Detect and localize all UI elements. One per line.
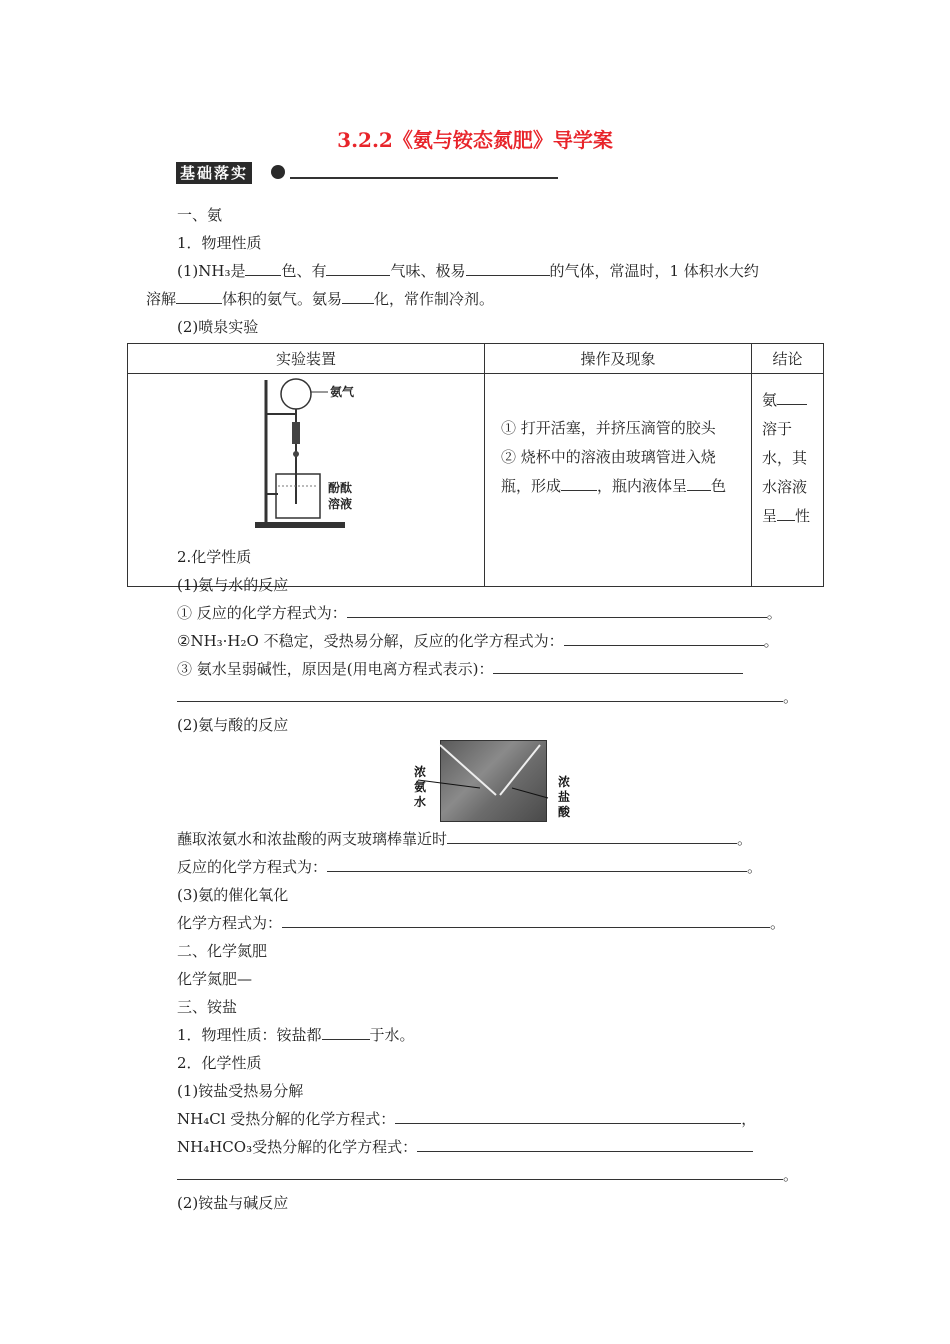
label-conc-hcl-3: 酸 — [558, 805, 571, 819]
blank[interactable] — [777, 506, 795, 521]
blank[interactable] — [322, 1025, 370, 1040]
label-conc-ammonia-1: 浓 — [414, 765, 427, 779]
blank[interactable] — [466, 261, 550, 276]
label-conc-ammonia-3: 水 — [414, 795, 427, 809]
blank[interactable] — [417, 1137, 753, 1152]
react-acid-heading: (2)氨与酸的反应 — [177, 716, 289, 734]
blank[interactable] — [447, 829, 737, 844]
badge-rule — [290, 177, 558, 179]
heading-chemical: 2.化学性质 — [177, 548, 252, 566]
conclusion-cell: 氨 溶于 水，其 水溶液 呈 性 — [752, 374, 824, 587]
physical-line-1: (1)NH₃是 色、有 气味、极易 的气体，常温时，1 体积水大约 — [177, 262, 759, 280]
operation-cell: ① 打开活塞，并挤压滴管的胶头 ② 烧杯中的溶液由玻璃管进入烧 瓶，形成 ，瓶内液体呈 色 — [485, 374, 752, 587]
react-water-heading: (1)氨与水的反应 — [177, 576, 289, 594]
fountain-heading: (2)喷泉实验 — [177, 318, 259, 336]
nh4hco3-line: NH₄HCO₃受热分解的化学方程式： — [177, 1137, 753, 1157]
badge-dot — [271, 165, 285, 179]
catalytic-heading: (3)氨的催化氧化 — [177, 886, 289, 904]
blank[interactable] — [176, 289, 222, 304]
col-apparatus: 实验装置 — [128, 344, 485, 374]
heading-fertilizer: 二、化学氮肥 — [177, 942, 268, 960]
col-operation: 操作及现象 — [485, 344, 752, 374]
blank[interactable] — [282, 913, 770, 928]
label-phenolphthalein: 酚酞 — [328, 481, 353, 495]
blank[interactable] — [177, 687, 783, 702]
nh4cl-line: NH₄Cl 受热分解的化学方程式： ， — [177, 1110, 757, 1128]
physical-line-2: 溶解 体积的氨气。氨易 化，常作制冷剂。 — [146, 290, 495, 308]
fertilizer-line: 化学氮肥— — [177, 970, 253, 988]
heading-ammonia: 一、氨 — [177, 206, 223, 224]
blank[interactable] — [245, 261, 281, 276]
col-conclusion: 结论 — [752, 344, 824, 374]
photo-labels — [400, 740, 600, 822]
ammonium-chemical: 2．化学性质 — [177, 1054, 262, 1072]
label-ammonia: 氨气 — [330, 385, 355, 399]
label-conc-hcl-2: 盐 — [558, 790, 571, 804]
blank[interactable] — [561, 476, 597, 491]
label-solution: 溶液 — [328, 497, 353, 511]
fountain-apparatus-diagram — [128, 374, 484, 546]
heading-physical: 1．物理性质 — [177, 234, 262, 252]
catalytic-1: 化学方程式为： 。 — [177, 914, 786, 932]
blank[interactable] — [777, 390, 807, 405]
blank[interactable] — [327, 857, 747, 872]
blank[interactable] — [395, 1109, 741, 1124]
ammonium-decompose: (1)铵盐受热易分解 — [177, 1082, 304, 1100]
react-acid-1: 蘸取浓氨水和浓盐酸的两支玻璃棒靠近时 。 — [177, 830, 753, 848]
blank[interactable] — [326, 261, 390, 276]
blank[interactable] — [177, 1165, 783, 1180]
blank[interactable] — [347, 603, 767, 618]
blank[interactable] — [564, 631, 764, 646]
document-title: 3.2.2《氨与铵态氮肥》导学案 — [337, 128, 613, 152]
label-conc-ammonia-2: 氨 — [414, 780, 427, 794]
react-water-3: ③ 氨水呈弱碱性，原因是(用电离方程式表示)： — [177, 659, 743, 679]
ammonium-base-heading: (2)铵盐与碱反应 — [177, 1194, 289, 1212]
heading-ammonium: 三、铵盐 — [177, 998, 238, 1016]
nh4hco3-cont: 。 — [177, 1165, 798, 1185]
blank[interactable] — [687, 476, 711, 491]
react-water-1: ① 反应的化学方程式为： 。 — [177, 604, 782, 622]
react-acid-2: 反应的化学方程式为： 。 — [177, 858, 763, 876]
react-water-3-cont: 。 — [177, 687, 798, 707]
blank[interactable] — [493, 659, 743, 674]
label-conc-hcl-1: 浓 — [558, 775, 571, 789]
section-badge: 基础落实 — [176, 162, 252, 184]
ammonium-physical: 1．物理性质：铵盐都 于水。 — [177, 1026, 415, 1044]
blank[interactable] — [342, 289, 374, 304]
react-water-2: ②NH₃·H₂O 不稳定，受热易分解，反应的化学方程式为： 。 — [177, 632, 779, 650]
